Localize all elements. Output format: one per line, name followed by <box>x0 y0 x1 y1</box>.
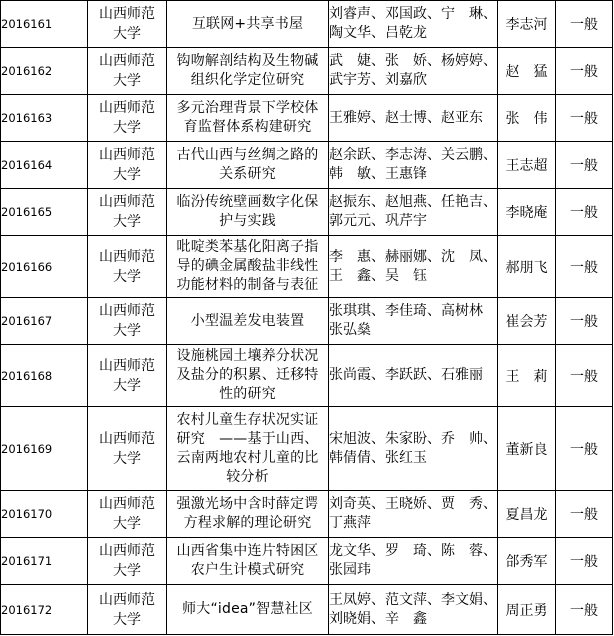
members-line: 赵余跃、李志涛、关云鹏、 <box>329 147 497 163</box>
university-line: 山西师范 <box>99 6 155 22</box>
project-title-line: 关系研究 <box>219 166 276 182</box>
university-line: 大学 <box>113 323 141 339</box>
leader: 周正勇 <box>498 585 556 635</box>
university-cell <box>88 189 167 236</box>
university-line: 山西师范 <box>99 147 155 163</box>
project-title-line: 育监督体系构建研究 <box>183 119 312 135</box>
project-title-line: 设施桃园土壤养分状况 <box>176 348 319 364</box>
project-id: 2016169 <box>1 407 88 491</box>
project-level: 一般 <box>556 142 613 189</box>
project-title-line: 山西省集中连片特困区 <box>176 543 319 559</box>
project-id: 2016166 <box>1 236 88 298</box>
project-title-cell <box>167 407 329 491</box>
university-line: 大学 <box>113 377 141 394</box>
project-title-cell <box>167 491 329 538</box>
table-row <box>1 48 613 95</box>
members-cell <box>329 407 498 491</box>
project-level: 一般 <box>556 345 613 407</box>
university-cell <box>88 236 167 298</box>
members-line: 张琪琪、李佳琦、高树林 <box>329 303 483 319</box>
project-level: 一般 <box>556 1 613 48</box>
project-id: 2016167 <box>1 298 88 345</box>
university-line: 大学 <box>113 120 141 136</box>
leader: 赵 猛 <box>498 48 556 95</box>
university-cell <box>88 585 167 635</box>
members-line: 丁燕萍 <box>329 515 371 531</box>
table-row <box>1 95 613 142</box>
table-row <box>1 345 613 407</box>
members-line: 武 婕、张 娇、杨婷婷、 <box>329 53 497 69</box>
members-cell <box>329 48 498 95</box>
members-cell <box>329 585 498 635</box>
project-id: 2016164 <box>1 142 88 189</box>
members-cell <box>329 236 498 298</box>
members-cell <box>329 491 498 538</box>
members-line: 张园玮 <box>329 562 371 578</box>
project-title-cell <box>167 189 329 236</box>
leader: 李志河 <box>498 1 556 48</box>
university-line: 山西师范 <box>99 248 155 265</box>
project-id: 2016171 <box>1 538 88 585</box>
university-line: 山西师范 <box>99 100 155 116</box>
project-title-cell <box>167 48 329 95</box>
project-title-line: 小型温差发电装置 <box>190 312 305 329</box>
leader: 郃秀军 <box>498 538 556 585</box>
university-line: 大学 <box>113 516 141 532</box>
university-cell <box>88 142 167 189</box>
university-line: 大学 <box>113 214 141 230</box>
members-line: 龙文华、罗 琦、陈 蓉、 <box>329 543 497 559</box>
project-table-body <box>1 1 613 635</box>
members-line: 郭元元、巩芹宇 <box>329 213 427 229</box>
university-line: 大学 <box>113 268 141 285</box>
members-line: 赵振东、赵旭燕、任艳吉、 <box>329 194 497 210</box>
project-title-cell <box>167 95 329 142</box>
table-row <box>1 189 613 236</box>
project-title-line: 护与实践 <box>219 213 276 229</box>
project-level: 一般 <box>556 491 613 538</box>
members-line: 刘晓娟、辛 鑫 <box>329 610 427 627</box>
members-cell <box>329 538 498 585</box>
members-line: 张弘燊 <box>329 322 371 338</box>
members-cell <box>329 189 498 236</box>
members-line: 刘奇英、王晓娇、贾 秀、 <box>329 496 497 512</box>
project-level: 一般 <box>556 538 613 585</box>
university-line: 山西师范 <box>99 194 155 210</box>
project-title-line: 互联网+共享书屋 <box>191 15 304 32</box>
members-line: 陶文华、吕乾龙 <box>329 25 427 41</box>
table-row <box>1 407 613 491</box>
table-row <box>1 538 613 585</box>
project-title-cell <box>167 538 329 585</box>
members-line: 韩倩倩、张红玉 <box>329 449 427 466</box>
project-level: 一般 <box>556 298 613 345</box>
project-title-line: 钩吻解剖结构及生物碱 <box>176 53 319 69</box>
project-id: 2016168 <box>1 345 88 407</box>
project-id: 2016170 <box>1 491 88 538</box>
university-line: 山西师范 <box>99 303 155 319</box>
project-title-cell <box>167 142 329 189</box>
leader: 崔会芳 <box>498 298 556 345</box>
table-row <box>1 236 613 298</box>
table-row <box>1 1 613 48</box>
table-row <box>1 142 613 189</box>
university-line: 大学 <box>113 450 141 467</box>
project-level: 一般 <box>556 95 613 142</box>
members-line: 王 鑫、吴 钰 <box>329 267 427 284</box>
project-title-line: 吡啶类苯基化阳离子指 <box>176 239 319 255</box>
project-title-cell <box>167 1 329 48</box>
project-title-cell <box>167 585 329 635</box>
project-title-line: 研究 ——基于山西、 <box>176 430 319 447</box>
university-line: 山西师范 <box>99 496 155 512</box>
university-cell <box>88 95 167 142</box>
university-line: 山西师范 <box>99 430 155 447</box>
project-title-line: 及盐分的积累、迁移特 <box>176 367 319 383</box>
project-title-line: 较分析 <box>226 468 269 485</box>
members-cell <box>329 345 498 407</box>
table-row <box>1 298 613 345</box>
university-line: 山西师范 <box>99 591 155 608</box>
project-title-cell <box>167 345 329 407</box>
project-title-line: 导的碘金属酸盐非线性 <box>176 258 319 274</box>
project-level: 一般 <box>556 189 613 236</box>
project-title-line: 强激光场中含时薛定谔 <box>176 496 319 512</box>
project-title-line: 临汾传统壁画数字化保 <box>176 194 319 210</box>
leader: 张 伟 <box>498 95 556 142</box>
project-title-line: 古代山西与丝绸之路的 <box>176 147 319 163</box>
university-line: 大学 <box>113 167 141 183</box>
members-cell <box>329 1 498 48</box>
university-cell <box>88 407 167 491</box>
project-title-line: 功能材料的制备与表征 <box>176 277 319 293</box>
members-cell <box>329 95 498 142</box>
members-line: 王凤婷、范文萍、李文娟、 <box>329 591 497 608</box>
university-line: 大学 <box>113 73 141 89</box>
university-line: 大学 <box>113 26 141 42</box>
leader: 董新良 <box>498 407 556 491</box>
university-line: 大学 <box>113 611 141 628</box>
project-title-line: 方程求解的理论研究 <box>183 515 312 531</box>
project-id: 2016163 <box>1 95 88 142</box>
university-cell <box>88 538 167 585</box>
leader: 郝朋飞 <box>498 236 556 298</box>
members-line: 王雅婷、赵士博、赵亚东 <box>329 109 483 126</box>
members-cell <box>329 298 498 345</box>
leader: 王志超 <box>498 142 556 189</box>
project-title-line: 师大“idea”智慧社区 <box>182 601 313 617</box>
university-cell <box>88 298 167 345</box>
project-title-line: 性的研究 <box>219 386 276 402</box>
leader: 李晓庵 <box>498 189 556 236</box>
university-cell <box>88 48 167 95</box>
project-level: 一般 <box>556 48 613 95</box>
table-row <box>1 491 613 538</box>
leader: 王 莉 <box>498 345 556 407</box>
project-level: 一般 <box>556 585 613 635</box>
members-line: 宋旭波、朱家盼、乔 帅、 <box>329 430 497 447</box>
members-line: 李 惠、赫丽娜、沈 凤、 <box>329 248 497 265</box>
members-line: 韩 敏、王惠锋 <box>329 166 427 182</box>
project-title-line: 云南两地农村儿童的比 <box>176 449 319 466</box>
project-title-cell <box>167 298 329 345</box>
project-id: 2016172 <box>1 585 88 635</box>
project-title-line: 多元治理背景下学校体 <box>176 100 319 116</box>
project-level: 一般 <box>556 236 613 298</box>
members-cell <box>329 142 498 189</box>
university-line: 山西师范 <box>99 543 155 559</box>
table-row <box>1 585 613 635</box>
project-id: 2016165 <box>1 189 88 236</box>
leader: 夏昌龙 <box>498 491 556 538</box>
project-title-line: 农村儿童生存状况实证 <box>176 411 319 428</box>
members-line: 张尚霞、李跃跃、石雅丽 <box>329 367 483 383</box>
university-cell <box>88 1 167 48</box>
members-line: 刘睿声、邓国政、宁 琳、 <box>329 6 497 22</box>
project-id: 2016162 <box>1 48 88 95</box>
project-id: 2016161 <box>1 1 88 48</box>
project-title-line: 农户生计模式研究 <box>190 562 305 578</box>
university-line: 山西师范 <box>99 357 155 374</box>
members-line: 武宇芳、刘嘉欣 <box>329 72 427 88</box>
university-cell <box>88 491 167 538</box>
university-line: 大学 <box>113 563 141 579</box>
university-cell <box>88 345 167 407</box>
project-title-line: 组织化学定位研究 <box>190 72 305 88</box>
project-level: 一般 <box>556 407 613 491</box>
university-line: 山西师范 <box>99 53 155 69</box>
project-title-cell <box>167 236 329 298</box>
